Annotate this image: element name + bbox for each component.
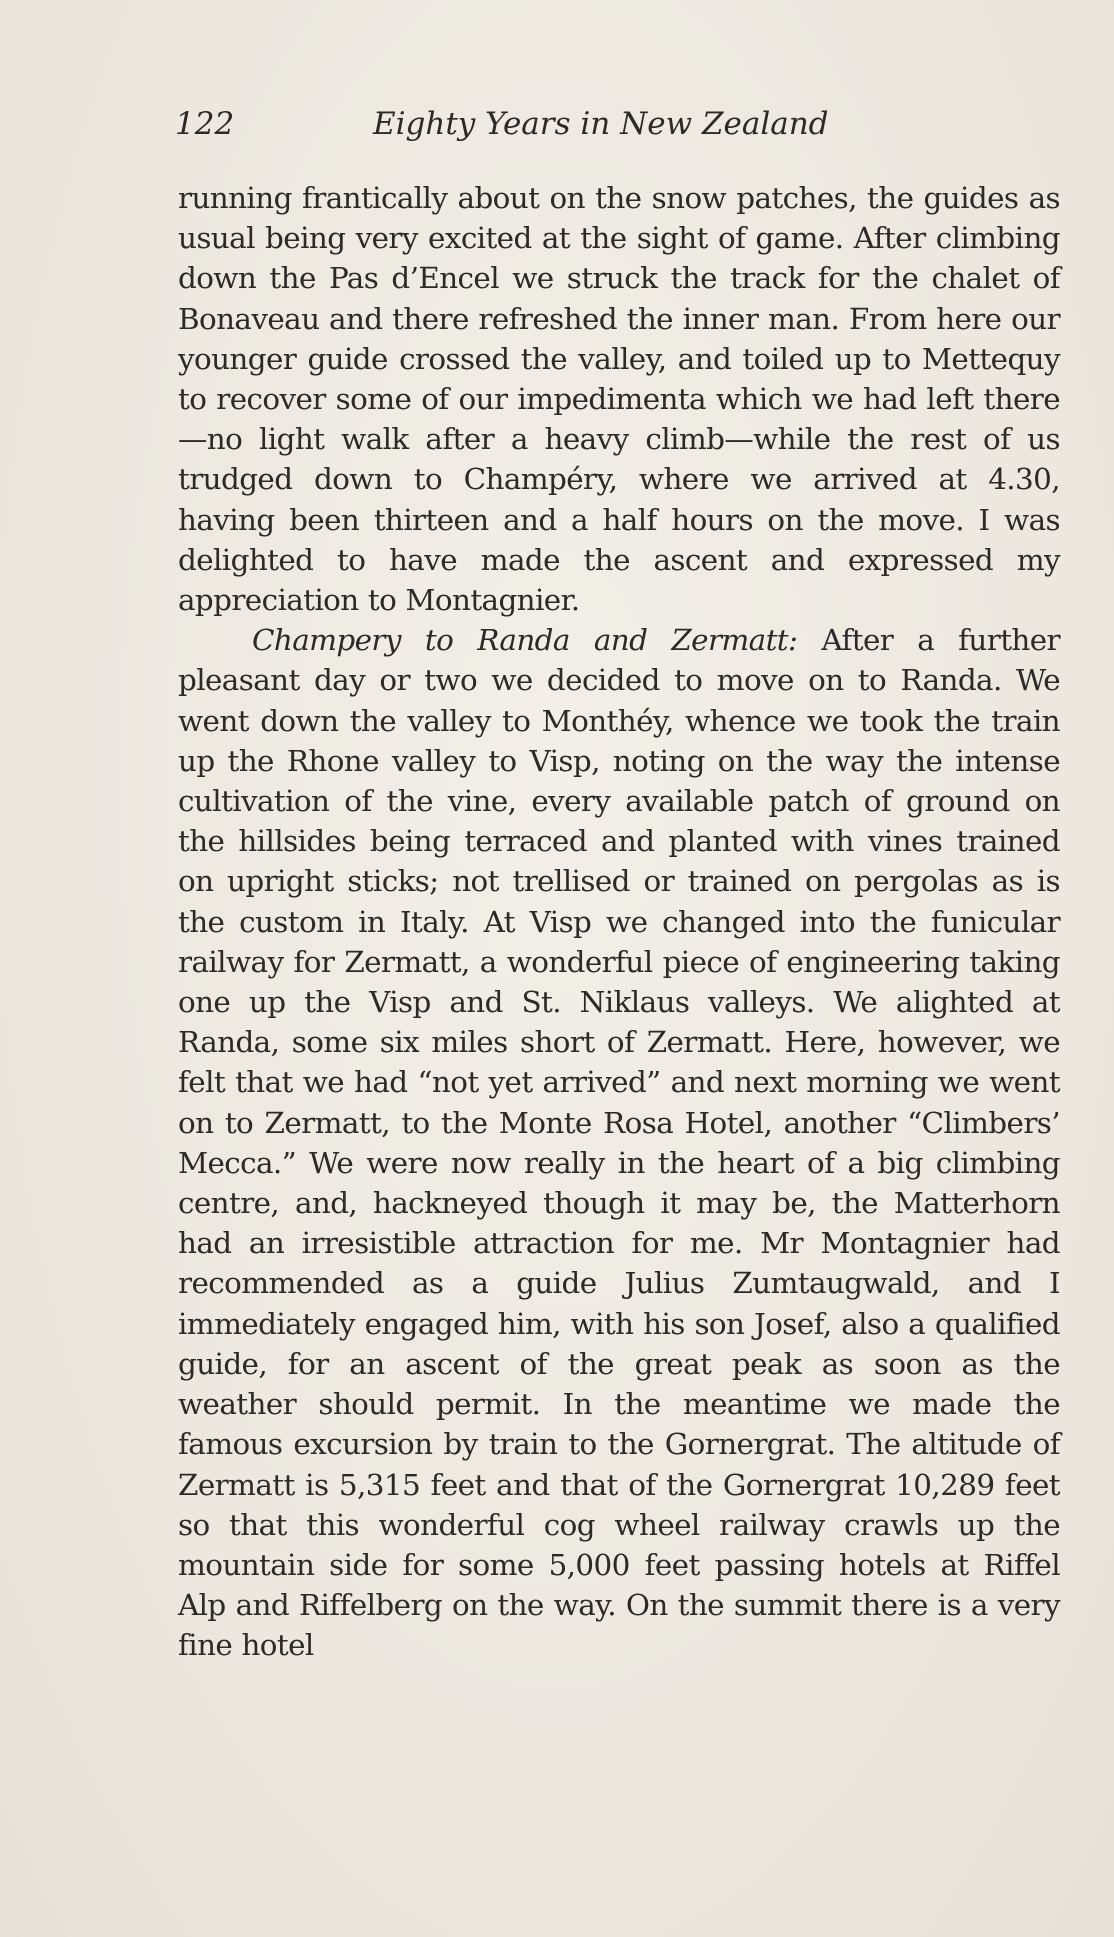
page-number: 122 [175,106,235,142]
paragraph-text: After a further pleasant day or two we decided to move on to Randa. We went down the valley to Monthéy, whence we took the train up the Rhone valley to Visp, noting on the way the intense cultivation of the vine, every available patch of ground on the hillsides being terraced and planted with vines trained on upright sticks; not trellised or trained on pergolas as is the custom in Italy. At Visp we changed into the funicular railway for Zermatt, a wonderful piece of engineering taking one up the Visp and St. Niklaus valleys. We alighted at Randa, some six miles short of Zermatt. Here, however, we felt that we had “not yet arrived” and next morning we went on to Zermatt, to the Monte Rosa Hotel, another “Climbers’ Mecca.” We were now really in the heart of a big climbing centre, and, hackneyed though it may be, the Matterhorn had an irresistible attraction for me. Mr Montagnier had recommended as a guide Julius Zumtaugwald, and I immediately engaged him, with his son Josef, also a qualified guide, for an ascent of the great peak as soon as the weather should permit. In the meantime we made the famous excursion by train to the Gornergrat. The altitude of Zermatt is 5,315 feet and that of the Gornergrat 10,289 feet so that this wonderful cog wheel railway crawls up the mountain side for some 5,000 feet passing hotels at Riffel Alp and Riffelberg on the way. On the summit there is a very fine hotel [178,623,1060,1663]
paragraph: running frantically about on the snow patches, the guides as usual being very excited at the sight of game. After climbing down the Pas d’Encel we struck the track for the chalet of Bonaveau and there refreshed the inner man. From here our younger guide crossed the valley, and toiled up to Mettequy to recover some of our impedimenta which we had left there—no light walk after a heavy climb—while the rest of us trudged down to Champéry, where we arrived at 4.30, having been thirteen and a half hours on the move. I was delighted to have made the ascent and expressed my appreciation to Montagnier. [178,181,1060,618]
running-header [175,100,895,148]
section-heading: Champery to Randa and Zermatt: [252,623,798,658]
body-text [178,178,1060,1666]
running-title: Eighty Years in New Zealand [373,106,829,142]
paragraph [178,620,1060,1665]
